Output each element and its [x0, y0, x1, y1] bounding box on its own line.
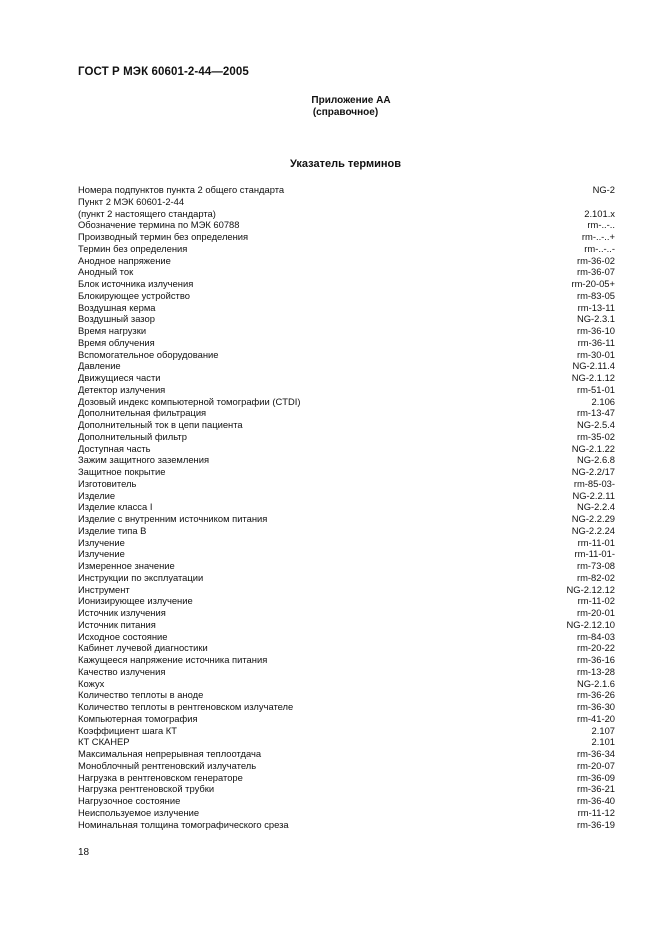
term-reference: NG-2.12.10: [566, 618, 615, 630]
term-reference: rm-36-26: [576, 689, 615, 701]
term-reference: NG-2.11.4: [572, 360, 615, 372]
term-name: Количество теплоты в аноде: [78, 689, 204, 701]
term-reference: rm-..-..: [587, 219, 615, 231]
term-row: [78, 760, 615, 772]
term-reference: rm-36-19: [576, 818, 615, 830]
term-name: Кабинет лучевой диагностики: [78, 642, 208, 654]
term-reference: 2.106: [591, 395, 615, 407]
term-reference: rm-36-10: [576, 325, 615, 336]
term-reference: 2.101: [591, 736, 615, 748]
term-reference: NG-2.3.1: [576, 313, 615, 325]
term-row: [78, 607, 615, 619]
term-name: Вспомогательное оборудование: [78, 348, 219, 360]
term-name: Защитное покрытие: [78, 466, 166, 477]
term-reference: rm-11-01-: [574, 548, 615, 560]
term-name: Давление: [78, 360, 121, 372]
term-name: Время облучения: [78, 336, 155, 348]
term-reference: rm-13-28: [576, 665, 615, 677]
term-reference: NG-2.12.12: [566, 583, 615, 595]
term-reference: rm-..-..+: [581, 231, 615, 242]
term-name: Излучение: [78, 548, 125, 560]
term-reference: rm-36-09: [576, 771, 615, 783]
term-reference: NG-2.2.24: [571, 524, 615, 536]
term-reference: 2.101.x: [584, 207, 615, 219]
term-reference: rm-20-01: [576, 607, 615, 618]
term-row: [78, 278, 615, 290]
term-name: Детектор излучения: [78, 383, 166, 395]
term-row: [78, 631, 615, 643]
term-row: [78, 819, 615, 831]
term-reference: NG-2.6.8: [576, 454, 615, 466]
term-name: Анодный ток: [78, 266, 134, 278]
term-reference: NG-2.1.6: [576, 677, 615, 689]
term-name: Коэффициент шага КТ: [78, 724, 177, 736]
term-name: Дозовый индекс компьютерной томографии (CTDI): [78, 395, 301, 407]
term-name: Источник излучения: [78, 607, 166, 618]
term-row: [78, 360, 615, 372]
term-row: [78, 325, 615, 337]
term-name: Инструкции по эксплуатации: [78, 571, 204, 583]
term-reference: rm-36-34: [576, 748, 615, 759]
term-name: Количество теплоты в рентгеновском излучателе: [78, 701, 294, 712]
term-row: [78, 701, 615, 713]
term-name: Обозначение термина по МЭК 60788: [78, 219, 240, 231]
term-name: Изделие: [78, 489, 116, 501]
term-name: Качество излучения: [78, 665, 166, 677]
term-row: [78, 619, 615, 631]
term-name: Максимальная непрерывная теплоотдача: [78, 748, 262, 759]
term-reference: rm-73-08: [576, 560, 615, 571]
term-reference: rm-36-07: [576, 266, 615, 278]
term-row: [78, 184, 615, 196]
appendix-title: Приложение АА: [311, 95, 391, 106]
appendix-subtitle: (справочное): [312, 107, 379, 118]
term-reference: rm-20-22: [576, 642, 615, 654]
term-name: Источник питания: [78, 618, 156, 630]
term-name: Изготовитель: [78, 477, 137, 489]
term-row: [78, 255, 615, 267]
term-reference: rm-36-02: [576, 254, 615, 266]
terms-index-list: [78, 184, 615, 830]
term-name: Воздушный зазор: [78, 313, 155, 325]
term-row: [78, 736, 615, 748]
term-row: [78, 654, 615, 666]
term-name: Инструмент: [78, 583, 130, 595]
term-row: [78, 666, 615, 678]
term-reference: NG-2.2/17: [571, 466, 615, 477]
term-reference: rm-20-07: [576, 759, 615, 771]
term-name: Воздушная керма: [78, 301, 156, 313]
term-name: КТ СКАНЕР: [78, 736, 130, 748]
appendix-heading: [0, 95, 661, 119]
term-name: Исходное состояние: [78, 630, 168, 642]
term-row: [78, 396, 615, 408]
term-reference: rm-30-01: [576, 348, 615, 360]
term-name: Изделие с внутренним источником питания: [78, 513, 268, 524]
term-row: [78, 548, 615, 560]
term-name: Измеренное значение: [78, 560, 175, 571]
term-row: [78, 266, 615, 278]
term-row: [78, 419, 615, 431]
term-row: [78, 525, 615, 537]
term-name: Номера подпунктов пункта 2 общего стандарта: [78, 184, 285, 195]
term-row: [78, 443, 615, 455]
term-reference: rm-82-02: [576, 571, 615, 583]
term-row: [78, 372, 615, 384]
term-row: [78, 678, 615, 690]
term-row: [78, 795, 615, 807]
term-reference: NG-2.5.4: [576, 419, 615, 430]
term-row: [78, 513, 615, 525]
term-reference: NG-2.1.22: [571, 442, 615, 454]
term-reference: rm-84-03: [576, 630, 615, 642]
term-name: Дополнительная фильтрация: [78, 407, 207, 419]
term-name: Ионизирующее излучение: [78, 595, 193, 607]
section-title: Указатель терминов: [289, 158, 402, 170]
term-name: Компьютерная томография: [78, 712, 198, 724]
term-reference: rm-11-01: [577, 536, 615, 548]
term-reference: rm-36-11: [577, 336, 615, 348]
term-reference: 2.107: [591, 724, 615, 736]
term-name: Кажущееся напряжение источника питания: [78, 654, 268, 665]
term-name: Нагрузочное состояние: [78, 795, 181, 806]
term-row: [78, 713, 615, 725]
term-name: Излучение: [78, 536, 125, 548]
term-row: [78, 466, 615, 478]
term-name: (пункт 2 настоящего стандарта): [78, 207, 216, 219]
term-row: [78, 231, 615, 243]
term-reference: rm-36-21: [576, 783, 615, 795]
term-name: Неиспользуемое излучение: [78, 806, 200, 818]
term-reference: rm-36-40: [576, 795, 615, 806]
term-name: Анодное напряжение: [78, 254, 171, 266]
term-name: Пункт 2 МЭК 60601-2-44: [78, 195, 185, 207]
term-name: Моноблочный рентгеновский излучатель: [78, 759, 257, 771]
term-row: [78, 572, 615, 584]
term-name: Нагрузка в рентгеновском генераторе: [78, 771, 243, 783]
term-row: [78, 783, 615, 795]
term-name: Зажим защитного заземления: [78, 454, 210, 466]
term-name: Изделие типа В: [78, 524, 147, 536]
term-reference: rm-51-01: [576, 383, 615, 395]
term-name: Термин без определения: [78, 242, 188, 254]
term-row: [78, 501, 615, 513]
term-name: Нагрузка рентгеновской трубки: [78, 783, 215, 795]
term-name: Номинальная толщина томографического среза: [78, 818, 289, 830]
term-row: [78, 454, 615, 466]
term-reference: rm-35-02: [576, 430, 615, 442]
term-row: [78, 243, 615, 255]
term-row: [78, 807, 615, 819]
term-reference: NG-2.2.4: [576, 501, 615, 513]
term-row: [78, 219, 615, 231]
term-name: Блокирующее устройство: [78, 289, 190, 301]
term-row: [78, 337, 615, 349]
term-name: Кожух: [78, 677, 105, 689]
term-row: [78, 196, 615, 208]
term-name: Время нагрузки: [78, 325, 147, 336]
term-name: Производный термин без определения: [78, 231, 249, 242]
term-name: Движущиеся части: [78, 372, 161, 383]
term-row: [78, 290, 615, 302]
term-reference: NG-2.2.29: [571, 513, 615, 524]
term-name: Дополнительный фильтр: [78, 430, 187, 442]
term-reference: rm-13-47: [576, 407, 615, 419]
term-name: Изделие класса I: [78, 501, 153, 513]
term-row: [78, 490, 615, 502]
term-row: [78, 208, 615, 220]
page-number: 18: [78, 847, 90, 858]
term-reference: NG-2.2.11: [572, 489, 615, 501]
term-row: [78, 302, 615, 314]
term-reference: rm-20-05+: [571, 278, 615, 289]
term-row: [78, 584, 615, 596]
term-reference: rm-41-20: [576, 712, 615, 724]
term-name: Дополнительный ток в цепи пациента: [78, 419, 243, 430]
term-reference: rm-36-16: [576, 654, 615, 665]
term-row: [78, 642, 615, 654]
term-reference: NG-2: [592, 184, 615, 195]
term-reference: rm-13-11: [577, 301, 615, 313]
term-row: [78, 689, 615, 701]
term-row: [78, 407, 615, 419]
document-header: ГОСТ Р МЭК 60601-2-44—2005: [78, 66, 249, 78]
term-row: [78, 772, 615, 784]
term-row: [78, 537, 615, 549]
term-reference: rm-..-..-: [584, 242, 615, 254]
term-reference: rm-83-05: [576, 289, 615, 301]
term-reference: rm-85-03-: [573, 477, 615, 489]
term-row: [78, 560, 615, 572]
term-reference: NG-2.1.12: [571, 372, 615, 383]
term-name: Доступная часть: [78, 442, 151, 454]
term-reference: rm-36-30: [576, 701, 615, 712]
term-row: [78, 384, 615, 396]
term-row: [78, 349, 615, 361]
term-row: [78, 725, 615, 737]
term-reference: rm-11-12: [577, 806, 615, 818]
term-name: Блок источника излучения: [78, 278, 194, 289]
term-row: [78, 748, 615, 760]
term-row: [78, 478, 615, 490]
term-reference: rm-11-02: [577, 595, 615, 607]
term-row: [78, 313, 615, 325]
term-row: [78, 431, 615, 443]
term-row: [78, 595, 615, 607]
